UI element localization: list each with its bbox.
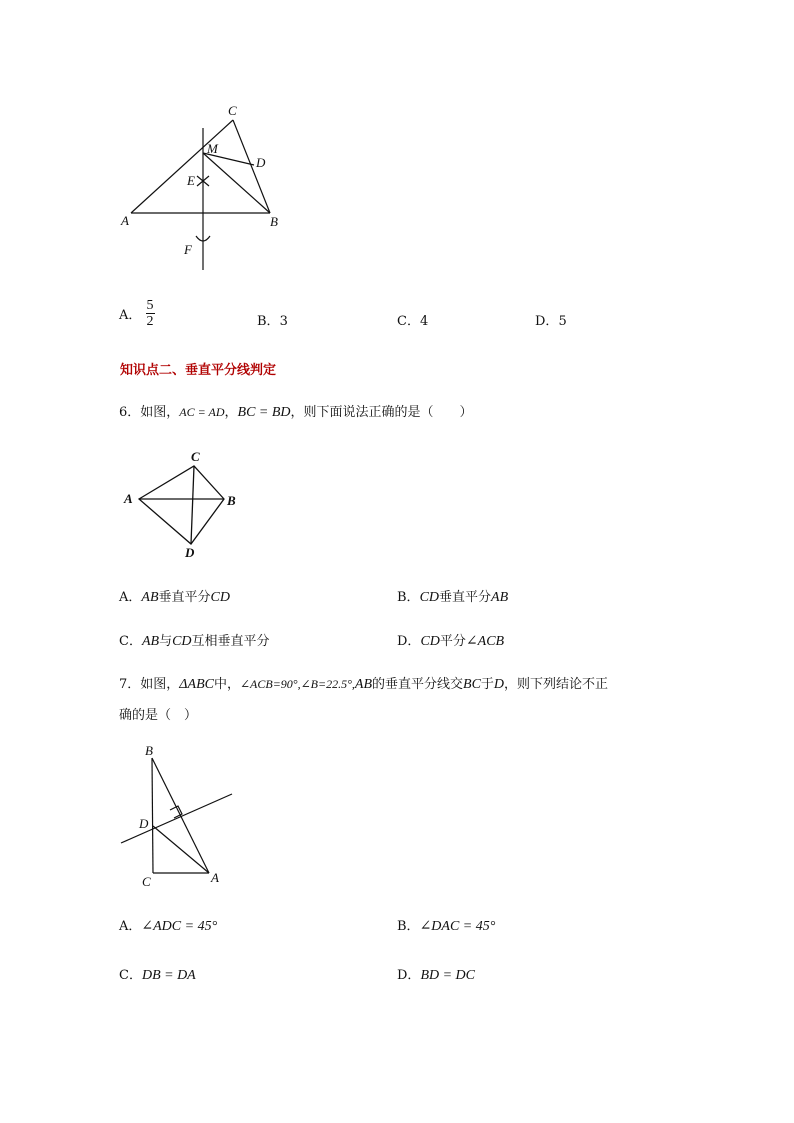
q7-option-d[interactable]: D．BD = DC [397,968,475,983]
condition-angles: ∠ACB=90°,∠B=22.5°, [239,677,355,691]
q7-option-a[interactable]: A．∠ADC = 45° [119,919,218,934]
segment-BC [152,758,153,873]
label-C: C [228,103,237,118]
condition-ac-ad: AC = AD [179,405,225,419]
perpendicular-bisector-line [121,794,232,843]
q6-option-d[interactable]: D．CD平分∠ACB [397,634,505,649]
q5-option-c[interactable]: C．4 [397,314,429,329]
label-A: A [124,491,133,506]
label-C: C [142,874,151,889]
label-A: A [211,870,219,885]
condition-bc-bd: BC = BD [237,405,291,420]
label-D: D [185,545,195,560]
q5-option-b[interactable]: B．3 [257,314,288,329]
q6-stem: 6．如图，AC = AD，BC = BD，则下面说法正确的是（ ） [119,405,473,420]
q6-option-b[interactable]: B．CD垂直平分AB [397,590,509,605]
q5-option-d[interactable]: D．5 [535,314,567,329]
label-B: B [145,743,153,758]
segment-DA [153,826,209,873]
label-D: D [139,816,149,831]
label-B: B [270,214,278,229]
q7-option-c[interactable]: C．DB = DA [119,968,196,983]
q6-option-a[interactable]: A．AB垂直平分CD [119,590,230,605]
section-heading: 知识点二、垂直平分线判定 [120,363,277,378]
q7-stem-line1: 7．如图，ΔABC中，∠ACB=90°,∠B=22.5°,AB的垂直平分线交BC于D，则下列结论不正 [119,677,609,692]
segment-BA [152,758,209,873]
label-D: D [256,155,266,170]
label-B: B [227,493,236,508]
label-E: E [187,173,195,188]
q7-stem-line2: 确的是（ ） [119,708,198,723]
label-A: A [121,213,129,228]
q7-option-b[interactable]: B．∠DAC = 45° [397,919,496,934]
fraction-5-over-2: $\frac{5}{2}$ [146,298,154,329]
q6-option-c[interactable]: C．AB与CD互相垂直平分 [119,634,270,649]
label-M: M [207,141,218,156]
q5-option-a[interactable]: A． $\frac{5}{2}$ [119,298,154,329]
label-F: F [184,242,192,257]
label-C: C [191,449,200,464]
